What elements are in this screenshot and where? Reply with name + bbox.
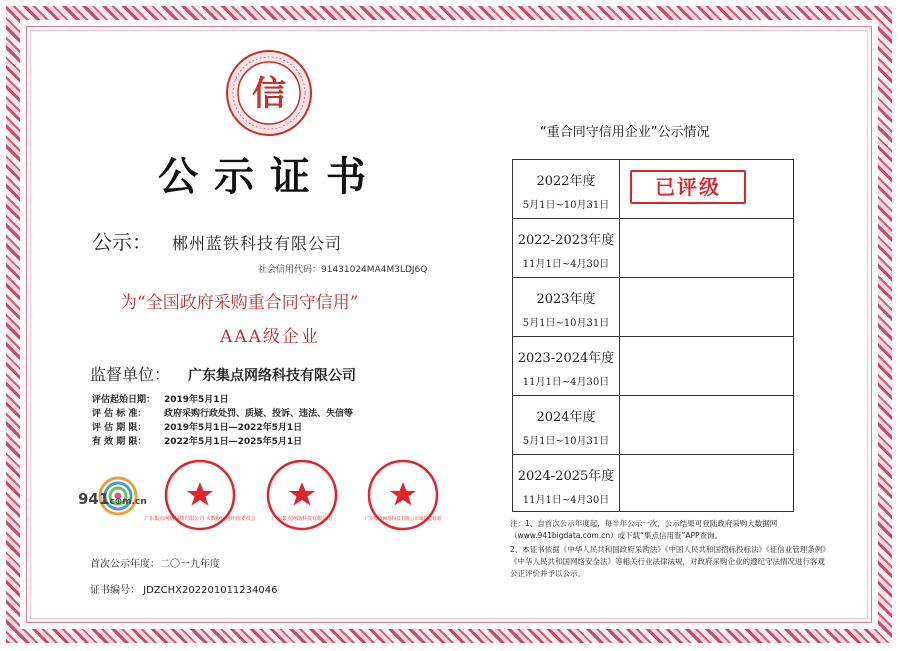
credit-emblem-logo: [224, 48, 314, 138]
table-row: [513, 278, 793, 337]
honor-line-1: 为“全国政府采购重合同守信用”: [120, 293, 359, 313]
evaluation-info: [92, 393, 353, 449]
table-row: [513, 455, 793, 511]
period-cell: [513, 160, 620, 218]
table-row: [513, 219, 793, 278]
svg-text:广东集点网络科技有限公司: 广东集点网络科技有限公司: [271, 516, 333, 522]
info-row: 评 估 标 准： 政府采购行政处罚、质疑、投诉、违法、失信等: [92, 409, 354, 419]
info-row: 有 效 期 限： 2022年5月1日—2025年5月1日: [92, 437, 303, 447]
svg-text:广东集点网络科技有限公司诚信监督部: 广东集点网络科技有限公司诚信监督部: [364, 517, 442, 522]
honor-line-2: AAA级企业: [220, 327, 320, 347]
period-range: 5月1日~10月31日: [522, 318, 610, 329]
red-seal-2: [265, 458, 339, 532]
period-year: 2024年度: [536, 410, 596, 425]
period-range: 11月1日~4月30日: [522, 377, 610, 388]
svg-text:信: 信: [252, 74, 286, 114]
period-range: 11月1日~4月30日: [522, 259, 610, 270]
certificate-title: 公示证书: [158, 154, 382, 200]
brand-941-text: 941c⊕m.cn: [78, 490, 147, 508]
period-cell: [513, 396, 620, 454]
period-cell: [513, 219, 620, 277]
status-table: [512, 159, 794, 512]
announce-label: 公示：: [92, 230, 152, 254]
info-row: 评估起始日期： 2019年5月1日: [92, 395, 229, 405]
rated-stamp: 已评级: [630, 170, 746, 204]
svg-text:广东集点网络科技有限公司 大数据信用评价委员会: 广东集点网络科技有限公司 大数据信用评价委员会: [144, 516, 256, 522]
note-item: 2、本证书依据《中华人民共和国政府采购法》《中国人民共和国招标投标法》《征信业管理条例》《中华人民共和国网络安全法》等相关行业法律法规，对政府采购企业的遵纪守法情况进行客观公正评价并予以公示。: [510, 545, 827, 578]
info-row: 评 估 期 限： 2019年5月1日—2022年5月1日: [92, 423, 303, 433]
announce-line: [92, 226, 342, 255]
credit-code: 社会信用代码：91431024MA4M3LDJ6Q: [258, 265, 428, 275]
certificate-number: 证书编号： JDZCHX202201011234046: [90, 585, 278, 596]
period-year: 2023-2024年度: [517, 351, 615, 366]
table-row: [513, 337, 793, 396]
period-cell: [513, 337, 620, 395]
supervisor-line: [90, 362, 356, 385]
notes: [510, 518, 828, 582]
period-range: 5月1日~10月31日: [522, 200, 610, 211]
period-cell: [513, 455, 620, 511]
company-name: 郴州蓝铁科技有限公司: [172, 234, 343, 253]
period-year: 2022-2023年度: [517, 233, 615, 248]
period-year: 2022年度: [536, 174, 596, 189]
period-range: 5月1日~10月31日: [522, 436, 610, 447]
status-table-title: “重合同守信用企业”公示情况: [540, 125, 710, 140]
red-seal-3: [366, 458, 440, 532]
supervisor-label: 监督单位：: [90, 365, 171, 384]
period-year: 2024-2025年度: [517, 469, 615, 484]
note-item: 注：1、自首次公示年度起，每半年公示一次，公示结果可登陆政府采购大数据网（www.941bigdata.com.cn）或下载“集点信用查”APP查询。: [510, 519, 778, 540]
red-seal-1: [144, 458, 256, 532]
table-row: [513, 396, 793, 455]
period-year: 2023年度: [536, 292, 596, 307]
period-cell: [513, 278, 620, 336]
first-announce-year: 首次公示年度：二〇一九年度: [90, 559, 220, 570]
supervisor-org: 广东集点网络科技有限公司: [188, 368, 357, 384]
period-range: 11月1日~4月30日: [522, 495, 610, 506]
